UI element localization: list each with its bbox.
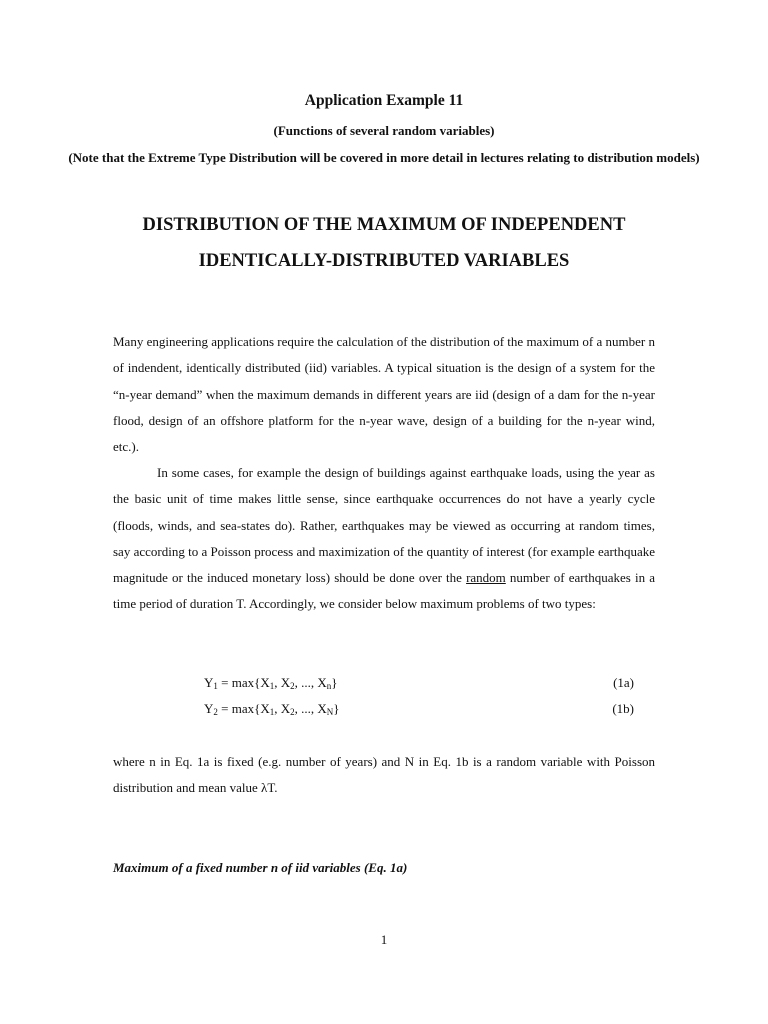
section-heading: Maximum of a fixed number n of iid variables (Eq. 1a) <box>113 860 408 875</box>
main-title-line-2: IDENTICALLY-DISTRIBUTED VARIABLES <box>198 251 570 271</box>
equation-1b-expression: $Y_2 = \max\{X_1$, $X_2$, ..., $X_N$} <box>204 701 340 717</box>
document-note: (Note that the Extreme Type Distribution will be covered in more detail in lectures relating to distribution models) <box>68 150 700 165</box>
paragraph-2 <box>113 460 655 618</box>
paragraph-1: Many engineering applications require the calculation of the distribution of the maximum of a number n of indendent, identically distributed (iid) variables. A typical situation is the design of a system for the “n-year demand” when the maximum demands in different years are iid (design of a dam for the n-year flood, design of an offshore platform for the n-year wave, design of a building for the n-year wind, etc.). <box>113 334 655 455</box>
paragraph-2-text-before: In some cases, for example the design of buildings against earthquake loads, using the year as the basic unit of time makes little sense, since earthquake occurrences do not have a yearly cycle (floods, winds, and sea-states do). Rather, earthquakes may be viewed as occurring at random times, say according to a Poisson process and maximization of the quantity of interest (for example earthquake magnitude or the induced monetary loss) should be done over the <box>113 465 655 586</box>
main-title-line-1: DISTRIBUTION OF THE MAXIMUM OF INDEPENDENT <box>142 215 626 235</box>
underlined-word-random: random <box>466 570 506 586</box>
paragraph-2-text-after: number of earthquakes in a time period of duration T. Accordingly, we consider below maximum problems of two types: <box>113 570 655 612</box>
equation-1a-expression: $Y_1 = \max\{X_1$, $X_2$, ..., $X_n$} <box>204 675 338 691</box>
equation-1b <box>204 701 634 721</box>
equation-1a <box>204 675 634 695</box>
document-title: Application Example 11 <box>304 92 464 109</box>
document-subtitle: (Functions of several random variables) <box>273 123 495 138</box>
paragraph-3: where n in Eq. 1a is fixed (e.g. number of years) and N in Eq. 1b is a random variable with Poisson distribution and mean value λT. <box>113 754 655 796</box>
main-title <box>40 207 728 279</box>
equation-1a-number: (1a) <box>613 675 634 690</box>
equation-1b-number: (1b) <box>612 701 634 716</box>
page-number: 1 <box>380 932 388 947</box>
